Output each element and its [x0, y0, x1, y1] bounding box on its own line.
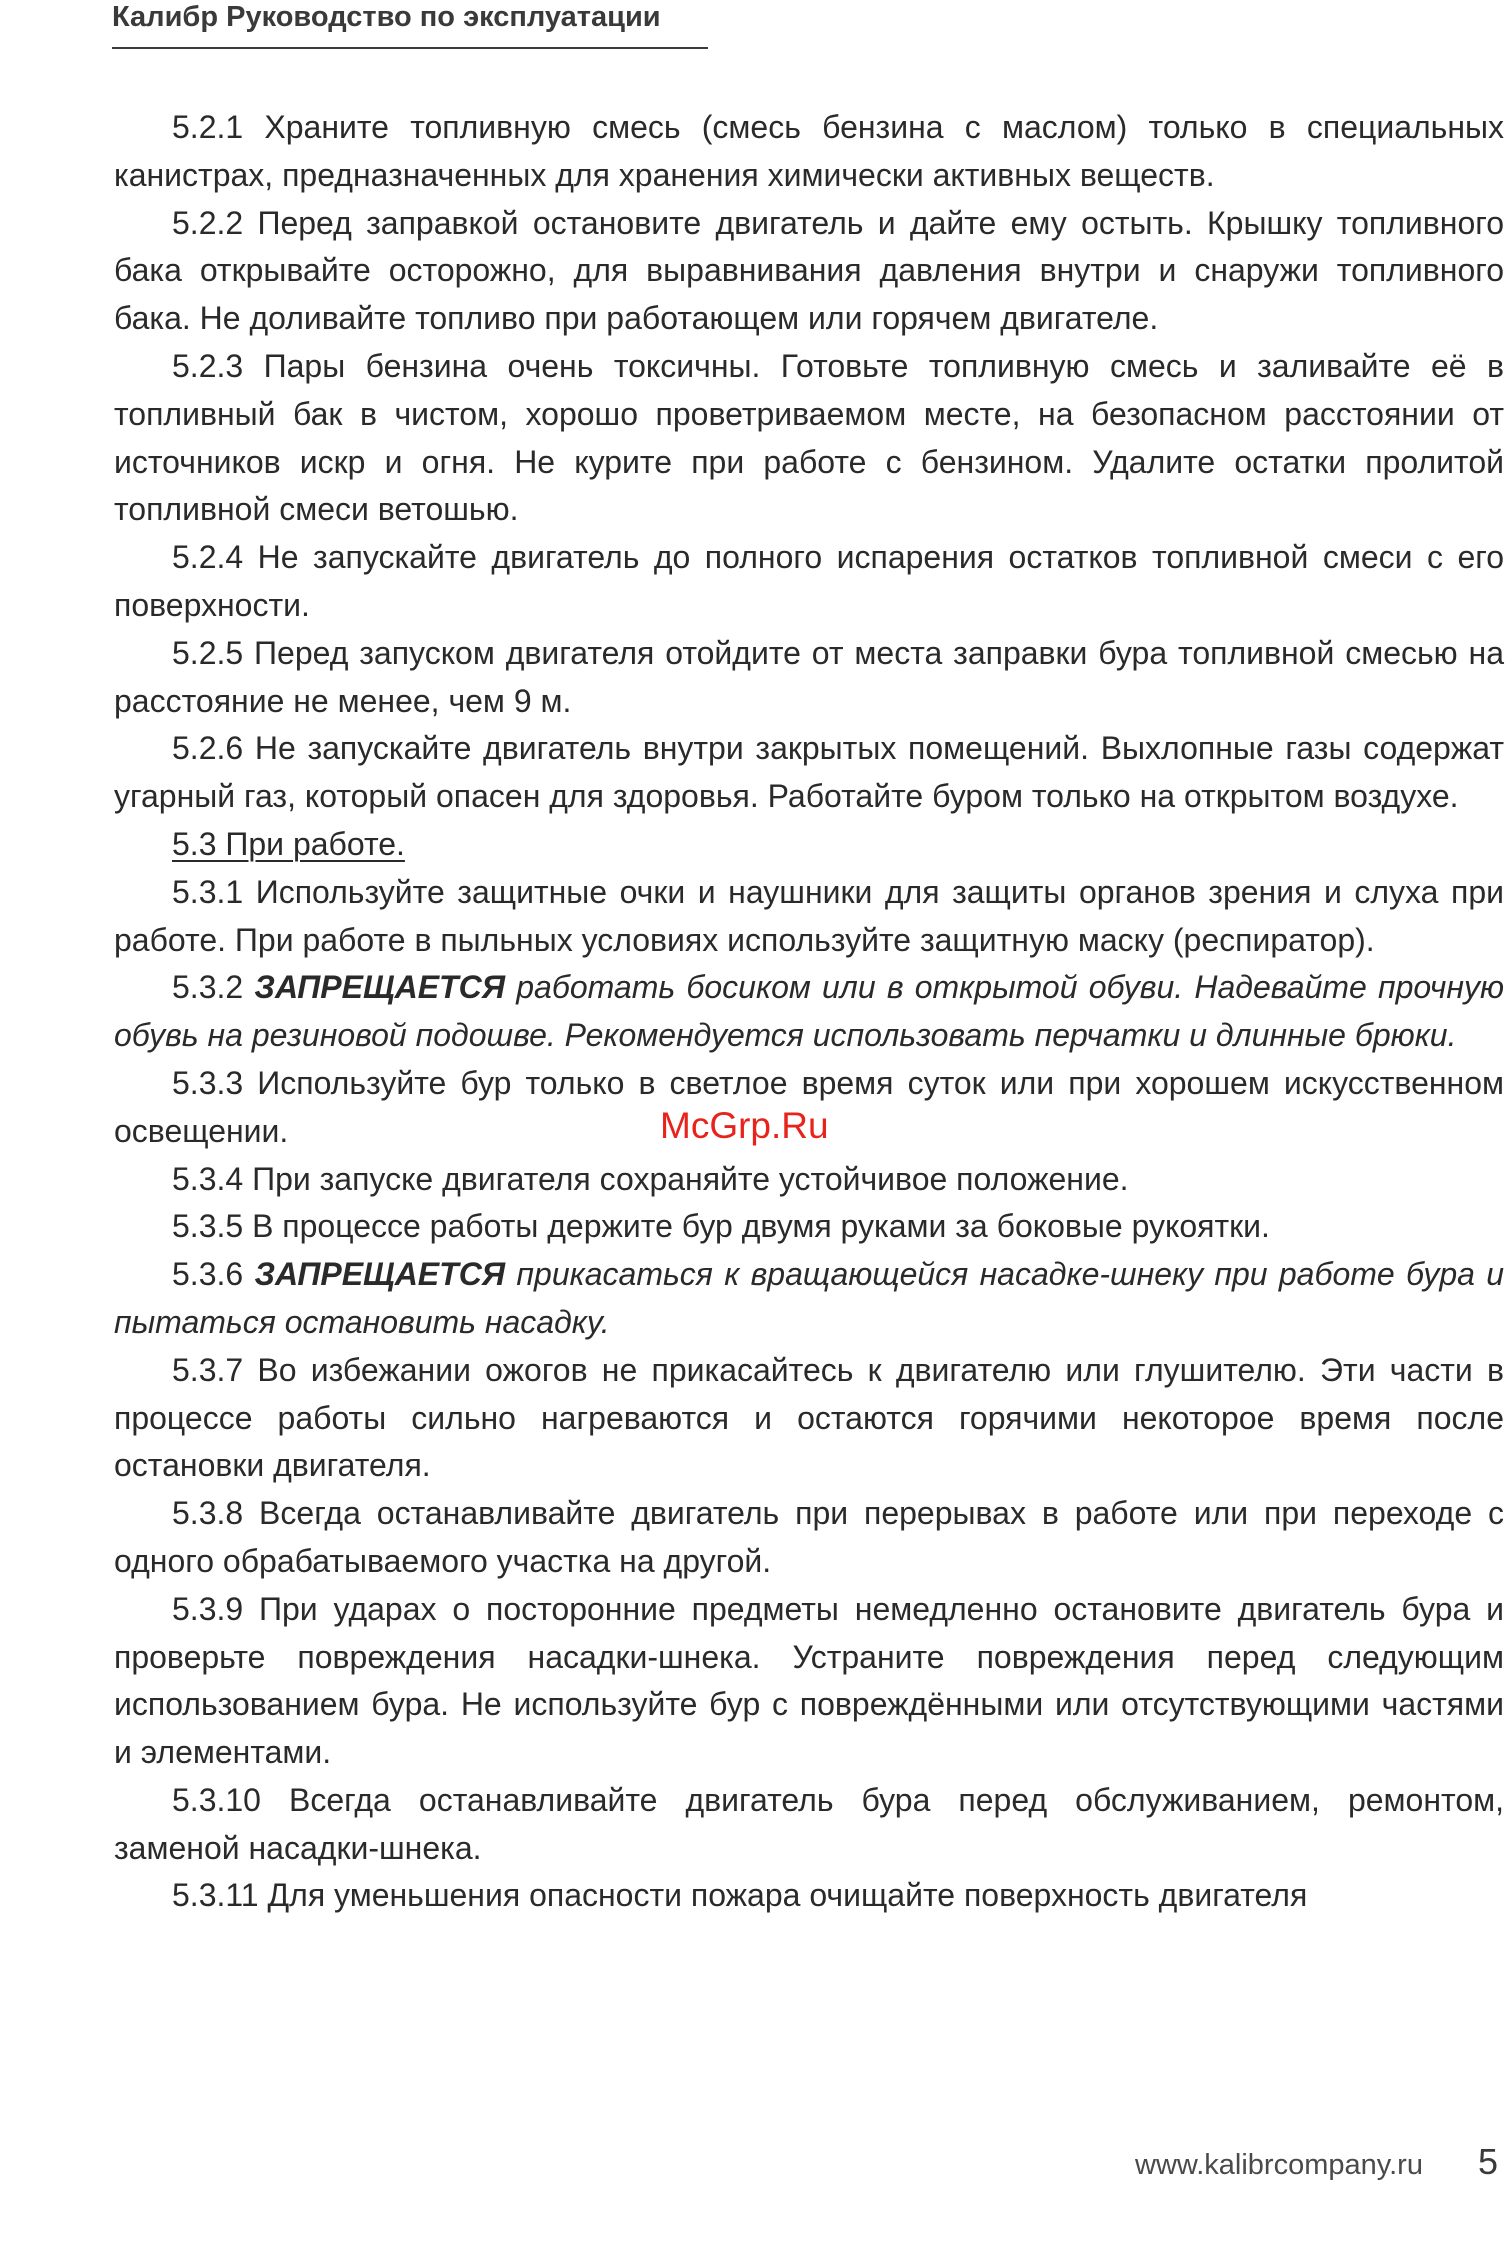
header-divider: [112, 47, 708, 49]
paragraph-5-3-8: 5.3.8 Всегда останавливайте двигатель при перерывах в работе или при переходе с одного обрабатываемого участка на другой.: [114, 1495, 1504, 1579]
paragraph-5-2-3: 5.2.3 Пары бензина очень токсичны. Готовьте топливную смесь и заливайте её в топливный бак в чистом, хорошо проветриваемом месте, на безопасном расстоянии от источников искр и огня. Не курите при работе с бензином. Удалите остатки пролитой топливной смеси ветошью.: [114, 347, 1504, 528]
paragraph-5-2-4: 5.2.4 Не запускайте двигатель до полного испарения остатков топливной смеси с его поверхности.: [114, 539, 1504, 623]
paragraph-5-2-5: 5.2.5 Перед запуском двигателя отойдите от места заправки бура топливной смесью на расстояние не менее, чем 9 м.: [114, 634, 1504, 719]
page-number: 5: [1478, 2141, 1499, 2182]
paragraph-5-2-6: 5.2.6 Не запускайте двигатель внутри закрытых помещений. Выхлопные газы содержат угарный газ, который опасен для здоровья. Работайте буром только на открытом воздухе.: [114, 730, 1504, 815]
paragraph-5-3-11: 5.3.11 Для уменьшения опасности пожара очищайте поверхность двигателя: [172, 1877, 1308, 1914]
page-header-title: Калибр Руководство по эксплуатации: [112, 1, 661, 33]
footer-website-url: www.kalibrcompany.ru: [1135, 2149, 1423, 2181]
paragraph-5-3-2-text: работать босиком или в открытой обуви. Надевайте прочную обувь на резиновой подошве. Рекомендуется использовать перчатки и длинные брюки.: [114, 969, 1505, 1054]
section-5-3-heading-line: [114, 821, 1504, 869]
paragraph-5-3-7: 5.3.7 Во избежании ожогов не прикасайтесь к двигателю или глушителю. Эти части в процессе работы сильно нагреваются и остаются горячими некоторое время после остановки двигателя.: [114, 1351, 1504, 1484]
paragraph-5-3-6: [114, 1251, 1504, 1347]
paragraph-5-3-2-number: 5.3.2: [172, 969, 255, 1006]
paragraph-5-3-4: 5.3.4 При запуске двигателя сохраняйте устойчивое положение.: [172, 1160, 1129, 1197]
paragraph-5-2-2: 5.2.2 Перед заправкой остановите двигатель и дайте ему остыть. Крышку топливного бака открывайте осторожно, для выравнивания давления внутри и снаружи топливного бака. Не доливайте топливо при работающем или горячем двигателе.: [114, 204, 1504, 337]
paragraph-5-3-10: 5.3.10 Всегда останавливайте двигатель бура перед обслуживанием, ремонтом, заменой насадки-шнека.: [114, 1781, 1504, 1866]
paragraph-5-3-1: 5.3.1 Используйте защитные очки и наушники для защиты органов зрения и слуха при работе. При работе в пыльных условиях используйте защитную маску (респиратор).: [114, 873, 1504, 958]
paragraph-5-2-1: 5.2.1 Храните топливную смесь (смесь бензина с маслом) только в специальных канистрах, предназначенных для хранения химически активных веществ.: [114, 109, 1504, 193]
paragraph-5-3-9: 5.3.9 При ударах о посторонние предметы немедленно остановите двигатель бура и проверьте повреждения насадки-шнека. Устраните повреждения перед следующим использованием бура. Не используйте бур с повреждёнными или отсутствующими частями и элементами.: [114, 1590, 1504, 1771]
paragraph-5-3-6-text: прикасаться к вращающейся насадке-шнеку при работе бура и пытаться остановить насадку.: [114, 1256, 1505, 1340]
section-5-3-heading: 5.3 При работе.: [172, 825, 405, 862]
paragraph-5-3-5: 5.3.5 В процессе работы держите бур двумя руками за боковые рукоятки.: [172, 1208, 1270, 1245]
document-body: [114, 104, 1504, 1920]
prohibition-keyword: ЗАПРЕЩАЕТСЯ: [254, 1256, 506, 1293]
watermark-text: McGrp.Ru: [660, 1105, 829, 1146]
paragraph-5-3-2: [114, 964, 1504, 1060]
paragraph-5-3-3: 5.3.3 Используйте бур только в светлое время суток или при хорошем искусственном освещении.: [114, 1064, 1504, 1149]
paragraph-5-3-6-number: 5.3.6: [172, 1256, 255, 1293]
prohibition-keyword: ЗАПРЕЩАЕТСЯ: [254, 969, 506, 1006]
